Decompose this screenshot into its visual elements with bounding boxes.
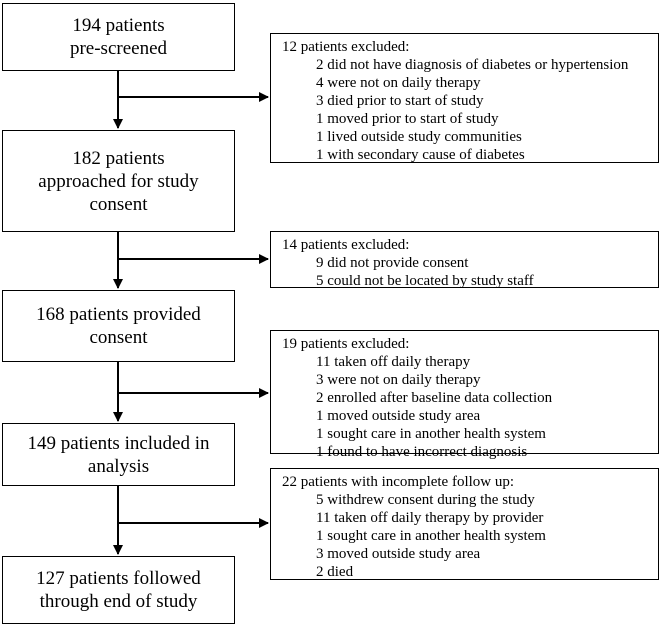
exclusion-header: 14 patients excluded:	[282, 237, 410, 253]
exclusion-header: 22 patients with incomplete follow up:	[282, 474, 515, 490]
exclusion-item: 2 died	[316, 564, 354, 580]
exclusion-item: 1 sought care in another health system	[316, 426, 546, 442]
exclusion-item: 9 did not provide consent	[316, 255, 469, 271]
flow-step-prescreened	[2, 3, 235, 71]
step-text-line: consent	[89, 327, 148, 348]
exclusion-item: 11 taken off daily therapy	[316, 354, 471, 370]
step-text-line: 168 patients provided	[36, 304, 201, 325]
step-text-line: 127 patients followed	[36, 568, 201, 589]
exclusion-item: 2 did not have diagnosis of diabetes or hypertension	[316, 57, 629, 73]
exclusion-item: 5 could not be located by study staff	[316, 273, 534, 289]
exclusion-item: 3 were not on daily therapy	[316, 372, 481, 388]
flow-step-consented	[2, 290, 235, 362]
exclusion-item: 3 moved outside study area	[316, 546, 481, 562]
exclusion-item: 4 were not on daily therapy	[316, 75, 481, 91]
step-text-line: consent	[89, 193, 148, 215]
exclusion-item: 1 found to have incorrect diagnosis	[316, 444, 528, 460]
exclusion-item: 1 moved outside study area	[316, 408, 481, 424]
exclusion-item: 1 lived outside study communities	[316, 129, 522, 145]
exclusion-item: 1 with secondary cause of diabetes	[316, 147, 525, 163]
flow-step-analysis	[2, 423, 235, 486]
exclusion-item: 1 moved prior to start of study	[316, 111, 499, 127]
exclusion-item: 3 died prior to start of study	[316, 93, 484, 109]
step-text-line: 182 patients	[72, 147, 165, 169]
step-text-line: pre-screened	[69, 38, 168, 59]
step-text-line: 194 patients	[72, 15, 165, 36]
step-text-line: through end of study	[39, 591, 198, 612]
exclusion-box-consent	[270, 231, 659, 288]
flow-step-completed	[2, 556, 235, 624]
flow-step-approached	[2, 130, 235, 232]
exclusion-box-analysis	[270, 330, 659, 460]
step-text-line: approached for study	[38, 170, 199, 192]
exclusion-box-prescreen	[270, 33, 659, 163]
exclusion-item: 2 enrolled after baseline data collection	[316, 390, 553, 406]
step-text-line: analysis	[87, 455, 150, 477]
exclusion-item: 11 taken off daily therapy by provider	[316, 510, 544, 526]
exclusion-item: 5 withdrew consent during the study	[316, 492, 535, 508]
exclusion-box-followup	[270, 468, 659, 580]
exclusion-header: 19 patients excluded:	[282, 336, 410, 352]
exclusion-item: 1 sought care in another health system	[316, 528, 546, 544]
exclusion-header: 12 patients excluded:	[282, 39, 410, 55]
step-text-line: 149 patients included in	[27, 432, 210, 454]
